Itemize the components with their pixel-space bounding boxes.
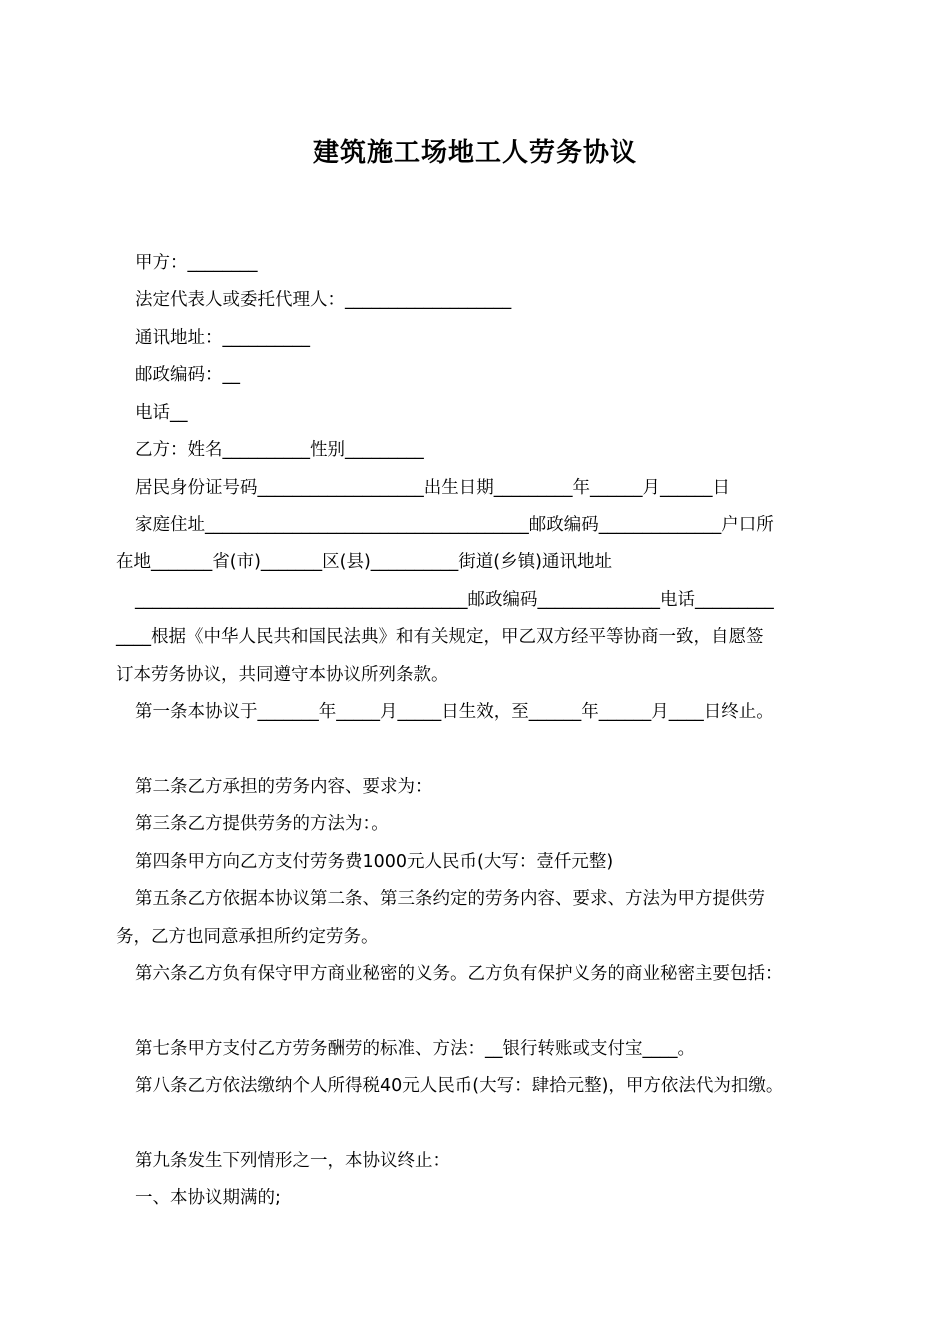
- article-1: 第一条本协议于_______年_____月_____日生效，至______年______月____日终止。: [135, 702, 774, 722]
- party-a-phone-line: 电话__: [135, 403, 188, 423]
- preamble-line-2: 订本劳务协议，共同遵守本协议所列条款。: [116, 665, 449, 685]
- article-9: 第九条发生下列情形之一，本协议终止：: [135, 1151, 450, 1171]
- preamble-line-1: ____根据《中华人民共和国民法典》和有关规定，甲乙双方经平等协商一致，自愿签: [116, 627, 764, 647]
- article-9-item-1: 一、本协议期满的;: [135, 1188, 281, 1208]
- party-a-address-line: 通讯地址：__________: [135, 328, 310, 348]
- article-2: 第二条乙方承担的劳务内容、要求为：: [135, 777, 433, 797]
- document-title: 建筑施工场地工人劳务协议: [312, 138, 637, 168]
- party-b-home-address-line: 家庭住址_____________________________________邮政编码______________户口所: [135, 515, 774, 535]
- party-b-hukou-line: 在地_______省(市)_______区(县)__________街道(乡镇)通讯地址: [116, 552, 612, 572]
- party-b-id-line: 居民身份证号码___________________出生日期_________年______月______日: [135, 478, 730, 498]
- party-a-line: 甲方：________: [135, 253, 258, 273]
- article-8: 第八条乙方依法缴纳个人所得税40元人民币(大写：肆拾元整)，甲方依法代为扣缴。: [135, 1076, 784, 1096]
- article-5-line-1: 第五条乙方依据本协议第二条、第三条约定的劳务内容、要求、方法为甲方提供劳: [135, 889, 765, 909]
- party-b-name-line: 乙方：姓名__________性别_________: [135, 440, 424, 460]
- legal-representative-line: 法定代表人或委托代理人：___________________: [135, 290, 512, 310]
- article-3: 第三条乙方提供劳务的方法为：。: [135, 814, 389, 834]
- article-6: 第六条乙方负有保守甲方商业秘密的义务。乙方负有保护义务的商业秘密主要包括：: [135, 964, 783, 984]
- article-4: 第四条甲方向乙方支付劳务费1000元人民币(大写：壹仟元整): [135, 852, 614, 872]
- party-a-postcode-line: 邮政编码：__: [135, 365, 240, 385]
- party-b-contact-line: ______________________________________邮政编码______________电话_________: [135, 590, 774, 610]
- article-5-line-2: 务，乙方也同意承担所约定劳务。: [116, 927, 379, 947]
- article-7: 第七条甲方支付乙方劳务酬劳的标准、方法：__银行转账或支付宝____。: [135, 1039, 695, 1059]
